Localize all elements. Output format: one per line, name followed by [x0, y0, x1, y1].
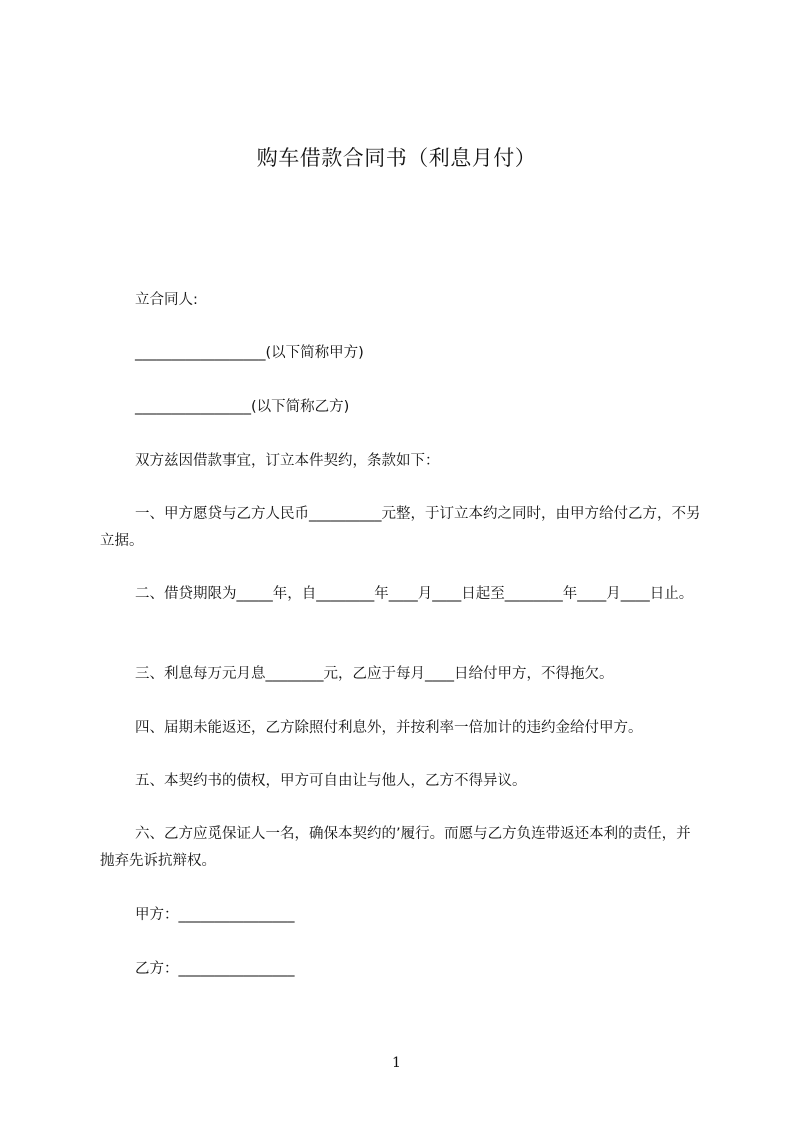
clause-2: 二、借贷期限为_____年，自________年____月____日起至________年____月____日止。	[135, 586, 694, 602]
parties-intro-text: 立合同人:	[135, 292, 198, 308]
signature-party-b-text: 乙方：________________	[135, 961, 295, 977]
clause-5-text: 五、本契约书的债权，甲方可自由让与他人，乙方不得异议。	[135, 773, 527, 789]
clause-6: 六、乙方应觅保证人一名，确保本契约的’履行。而愿与乙方负连带返还本利的责任，并抛弃先诉抗辩权。	[100, 826, 691, 869]
clause-5	[100, 768, 705, 795]
document-title: 购车借款合同书（利息月付）	[256, 146, 537, 170]
party-a-line-text: __________________(以下简称甲方)	[135, 345, 364, 361]
clause-3-text: 三、利息每万元月息________元，乙应于每月____日给付甲方，不得拖欠。	[135, 666, 614, 682]
party-a-line	[100, 340, 705, 367]
party-b-line	[100, 394, 705, 421]
party-b-line-text: ________________(以下简称乙方)	[135, 399, 350, 415]
clause-1: 一、甲方愿贷与乙方人民币__________元整，于订立本约之同时，由甲方给付乙方，不另立据。	[100, 506, 701, 549]
clause-4-text: 四、届期未能返还，乙方除照付利息外，并按利率一倍加计的违约金给付甲方。	[135, 720, 643, 736]
parties-intro	[100, 287, 705, 314]
agreement-intro-text: 双方兹因借款事宜，订立本件契约，条款如下：	[135, 453, 440, 469]
clause-4	[100, 715, 705, 742]
signature-party-a	[100, 902, 705, 929]
page-number: 1	[392, 1055, 401, 1071]
signature-party-b	[100, 956, 705, 983]
signature-party-a-text: 甲方：________________	[135, 907, 295, 923]
clause-3	[100, 661, 705, 688]
agreement-intro	[100, 448, 705, 475]
